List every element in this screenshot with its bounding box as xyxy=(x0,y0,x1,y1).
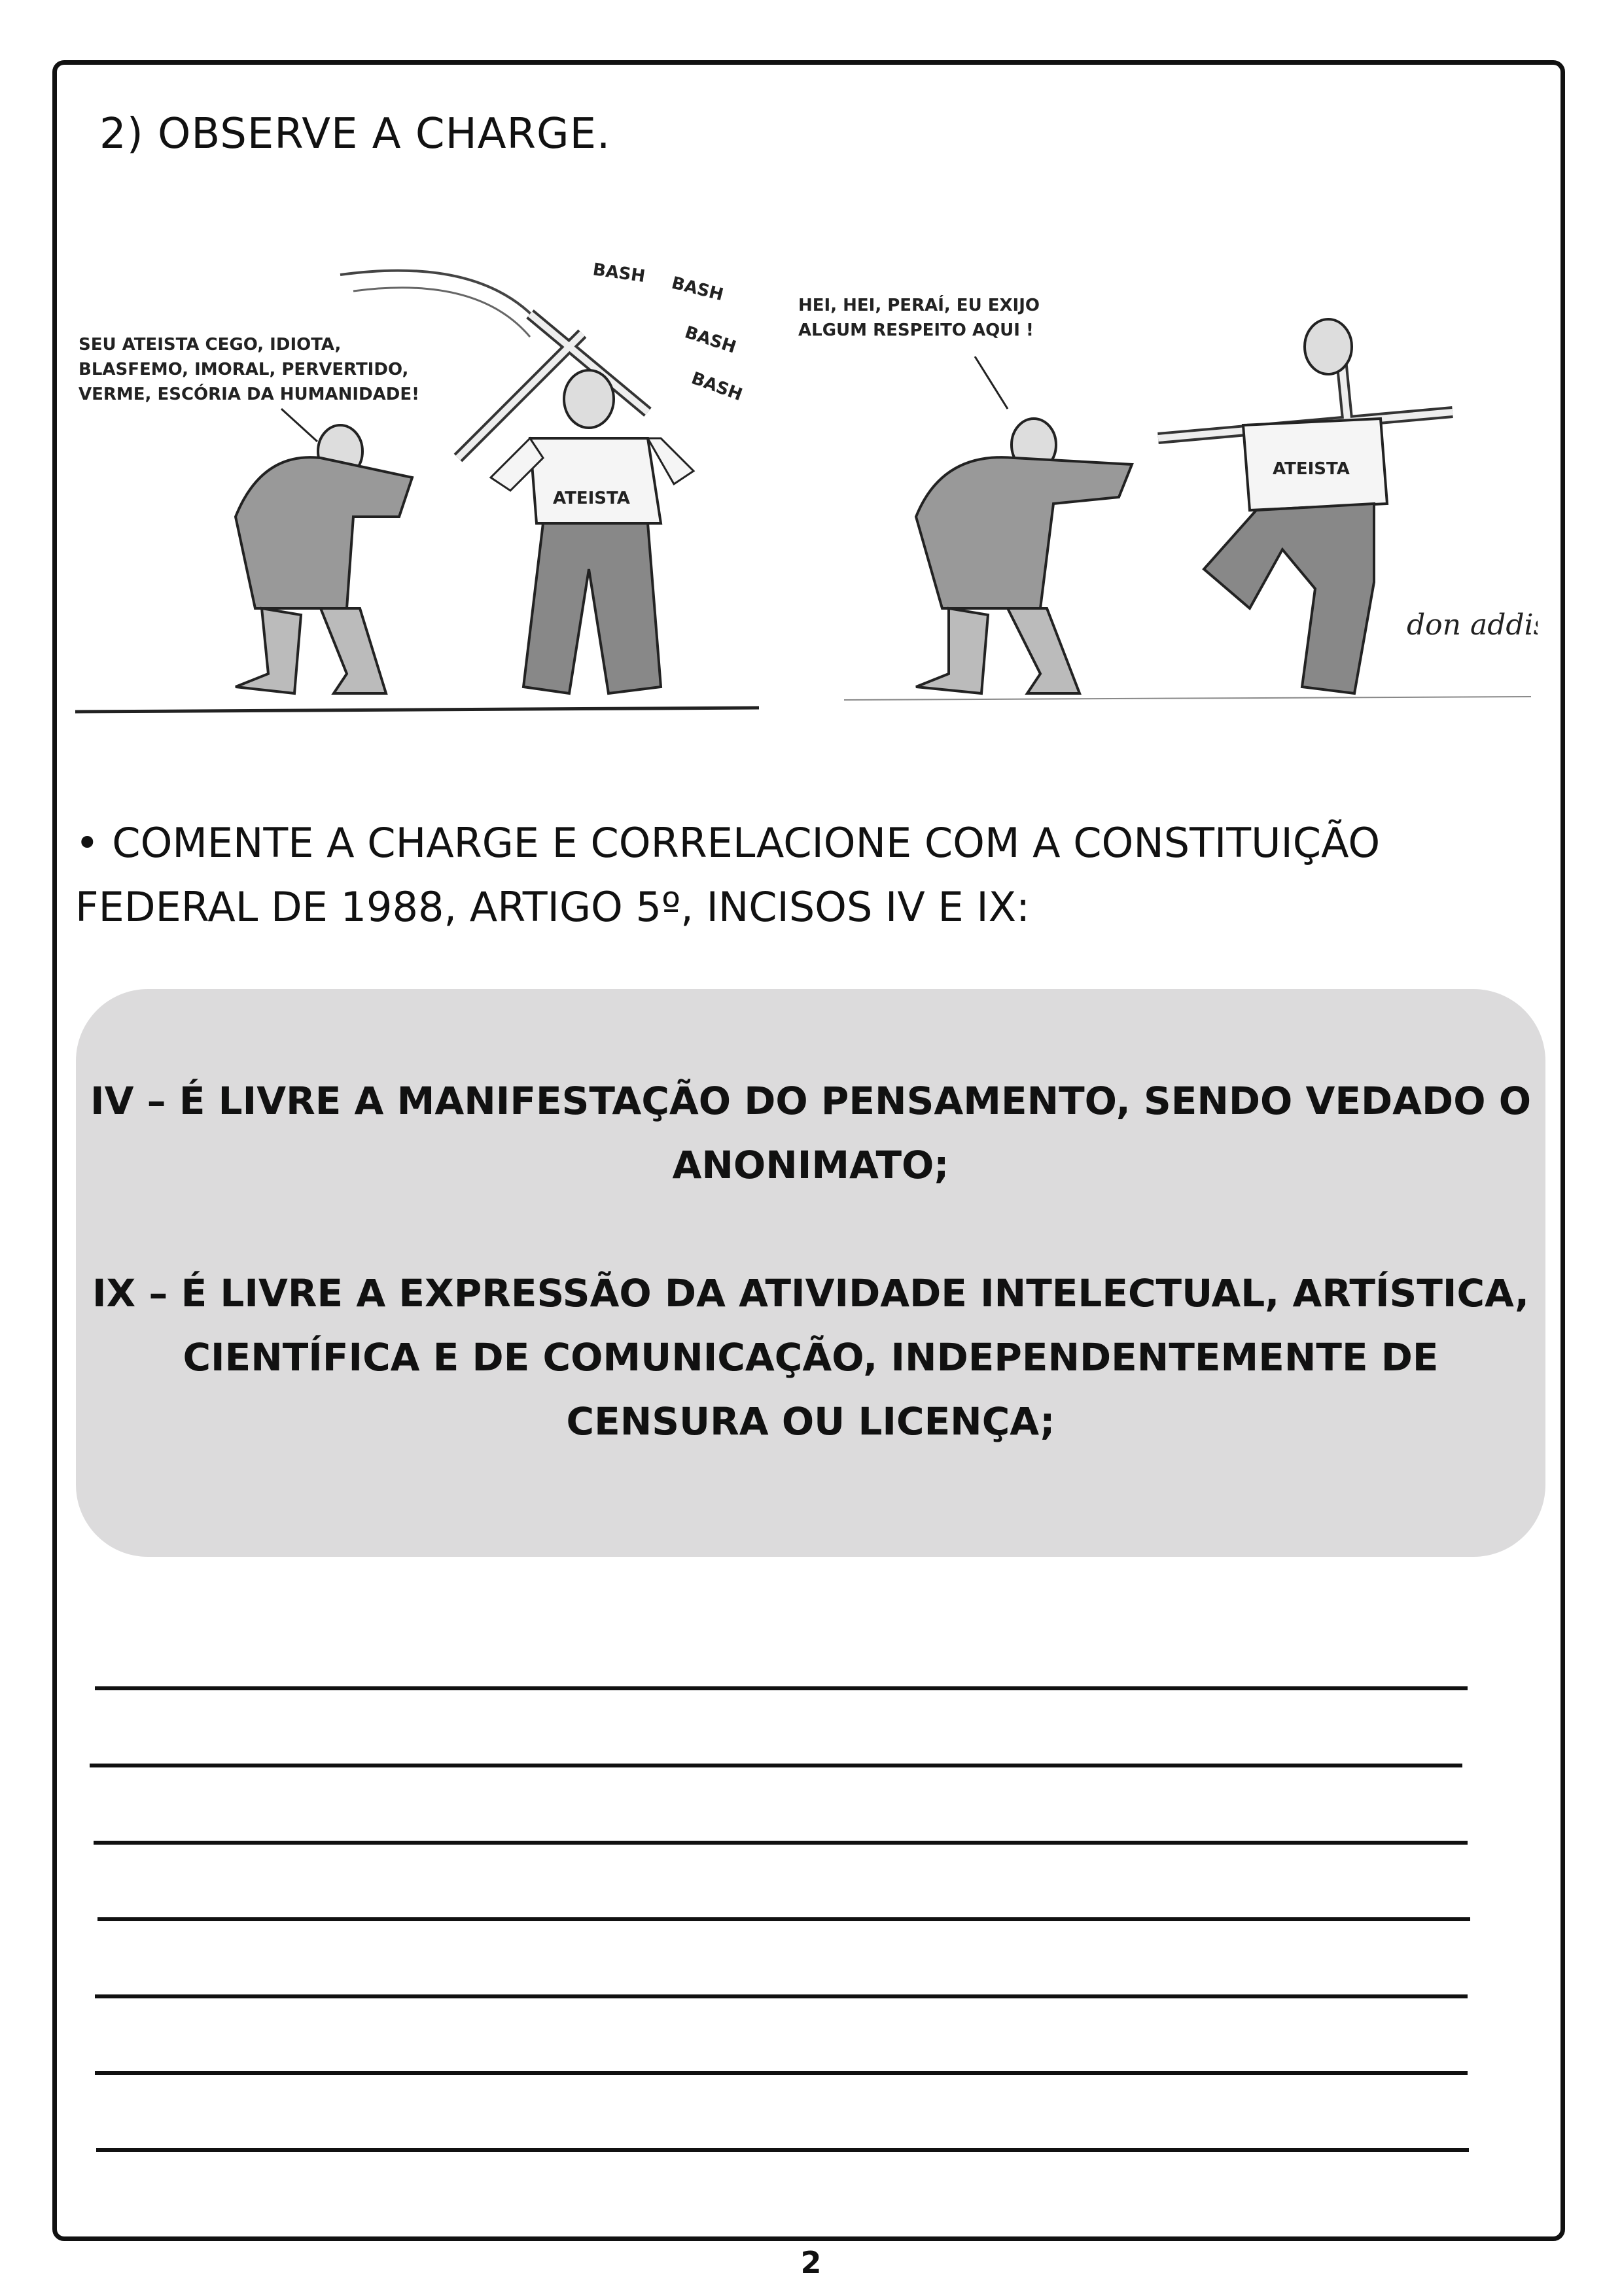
left-speech-line-1: SEU ATEISTA CEGO, IDIOTA, xyxy=(79,335,342,355)
answer-line-2[interactable] xyxy=(90,1764,1462,1767)
left-speech-line-3: VERME, ESCÓRIA DA HUMANIDADE! xyxy=(79,385,419,404)
answer-line-6[interactable] xyxy=(95,2071,1468,2075)
law-excerpt-box xyxy=(76,989,1545,1557)
question-title: 2) OBSERVE A CHARGE. xyxy=(99,110,611,158)
instruction-line-1: • COMENTE A CHARGE E CORRELACIONE COM A CONSTITUIÇÃO xyxy=(75,819,1381,867)
right-speech-line-2: ALGUM RESPEITO AQUI ! xyxy=(798,321,1034,340)
answer-line-5[interactable] xyxy=(95,1994,1468,1998)
instruction xyxy=(75,811,1541,939)
right-shirt-label: ATEISTA xyxy=(1273,459,1350,479)
answer-line-3[interactable] xyxy=(94,1841,1468,1845)
answer-line-4[interactable] xyxy=(97,1917,1470,1921)
left-shirt-label: ATEISTA xyxy=(553,489,630,508)
right-speech-line-1: HEI, HEI, PERAÍ, EU EXIJO xyxy=(798,296,1040,315)
sound-effect-bash-3: BASH xyxy=(682,322,739,358)
sound-effect-bash-4: BASH xyxy=(688,368,745,406)
law-item-ix: IX – É LIVRE A EXPRESSÃO DA ATIVIDADE INTELECTUAL, ARTÍSTICA, CIENTÍFICA E DE COMUNICAÇÃO, INDEPENDENTEMENTE DE CENSURA OU LICENÇA; xyxy=(92,1271,1530,1444)
answer-line-7[interactable] xyxy=(96,2148,1469,2152)
cartoon-image xyxy=(72,242,1538,726)
left-speech-line-2: BLASFEMO, IMORAL, PERVERTIDO, xyxy=(79,360,409,379)
law-item-iv: IV – É LIVRE A MANIFESTAÇÃO DO PENSAMENTO, SENDO VEDADO O ANONIMATO; xyxy=(90,1079,1532,1187)
cartoon-illustration xyxy=(72,242,1538,726)
answer-line-1[interactable] xyxy=(95,1686,1468,1690)
cartoon-signature: don addis xyxy=(1407,608,1538,642)
sound-effect-bash-2: BASH xyxy=(669,273,726,305)
sound-effect-bash-1: BASH xyxy=(591,260,646,287)
instruction-line-2: FEDERAL DE 1988, ARTIGO 5º, INCISOS IV E IX: xyxy=(75,883,1030,931)
page-number: 2 xyxy=(800,2245,822,2280)
